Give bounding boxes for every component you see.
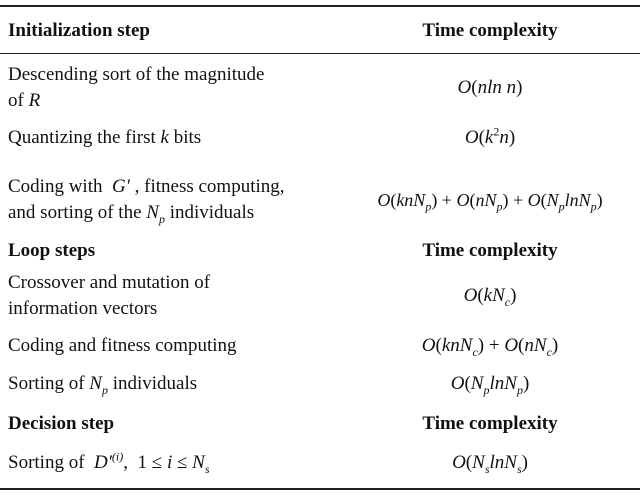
complexity-cell: $O(k^2n)$ (464, 124, 516, 148)
step-cell (8, 174, 343, 226)
complexity-cell: $O(kN_c)$ (463, 285, 517, 309)
step-cell: Sorting of $N_p$ individuals (8, 373, 198, 397)
step-line: and sorting of the $N_p$ individuals (8, 202, 255, 226)
section-step-label: Decision step (8, 413, 115, 434)
section-step-label: Initialization step (8, 20, 150, 41)
step-line: Coding with G′ , fitness computing, (8, 176, 285, 197)
section-complexity-label: Time complexity (422, 240, 558, 261)
section-complexity-label: Time complexity (422, 20, 558, 41)
step-line: Descending sort of the magnitude (8, 64, 265, 85)
step-line: Crossover and mutation of (8, 272, 211, 293)
complexity-cell: O(nln n) (457, 77, 523, 98)
step-line: information vectors (8, 298, 158, 319)
step-cell: Quantizing the first k bits (8, 127, 202, 148)
section-complexity-label: Time complexity (422, 413, 558, 434)
complexity-cell: $O(N_s\ln N_s)$ (452, 452, 528, 476)
table-bottom-rule (0, 488, 640, 490)
step-cell (8, 62, 343, 114)
step-line: of R (8, 90, 41, 111)
complexity-cell: $O(N_p\ln N_p)$ (450, 373, 530, 397)
complexity-cell: $O(knN_c) + O(nN_c)$ (421, 335, 559, 359)
header-rule (0, 53, 640, 54)
step-cell: Sorting of $D'^{(i)}$, $1 \le i \le N_s$ (8, 449, 210, 476)
step-cell: Coding and fitness computing (8, 335, 237, 356)
complexity-cell: $O(knN_p) + O(nN_p) + O(N_p\ln N_p)$ (377, 190, 603, 214)
section-step-label: Loop steps (8, 240, 96, 261)
step-cell (8, 270, 343, 322)
table-top-rule (0, 5, 640, 7)
